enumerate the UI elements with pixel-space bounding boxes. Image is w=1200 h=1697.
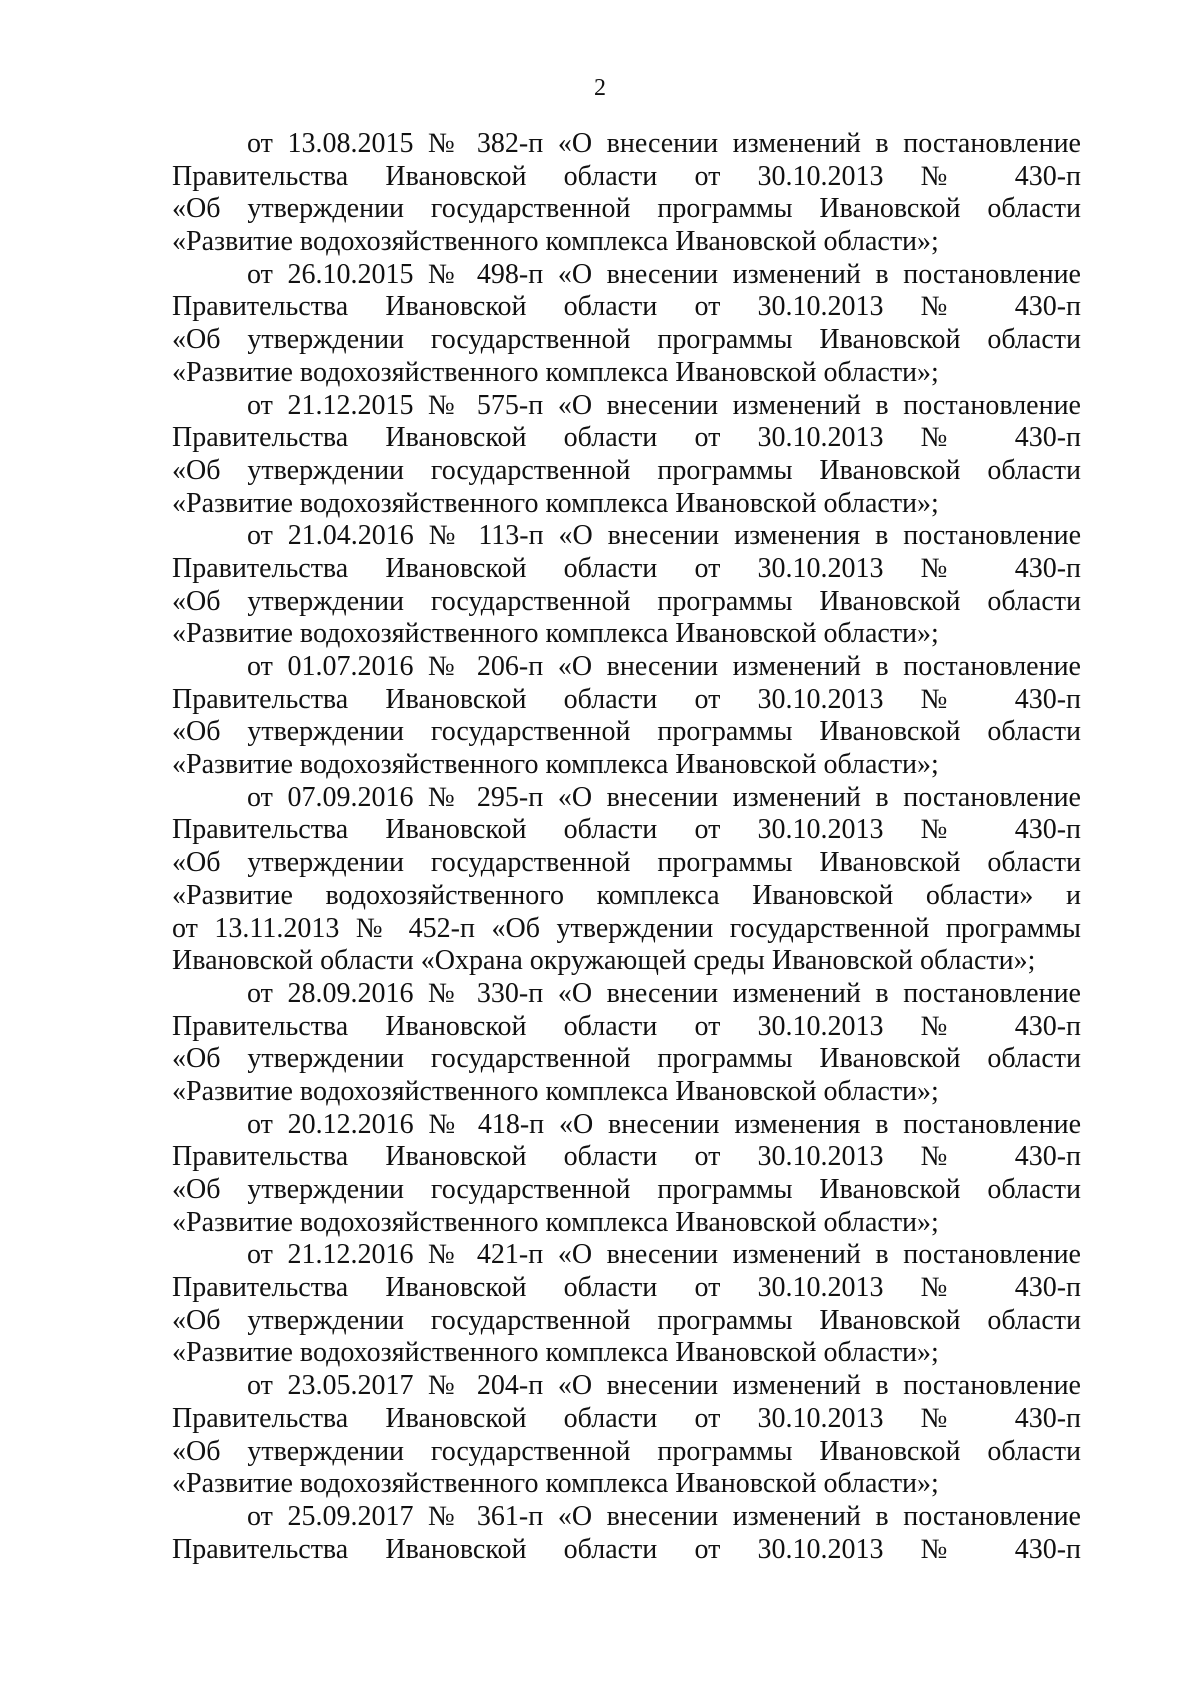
paragraph	[172, 1109, 1081, 1240]
page-number: 2	[594, 75, 606, 101]
text-line: от 23.05.2017 № 204-п «О внесении изменений в постановление	[247, 1370, 1081, 1402]
text-line: Правительства Ивановской области от 30.10.2013 № 430-п	[172, 1533, 1081, 1565]
text-line: Правительства Ивановской области от 30.10.2013 № 430-п	[172, 422, 1081, 454]
text-line: «Развитие водохозяйственного комплекса Ивановской области»;	[172, 356, 939, 388]
text-line: Правительства Ивановской области от 30.10.2013 № 430-п	[172, 814, 1081, 846]
paragraph	[172, 1501, 1081, 1566]
text-line: от 13.08.2015 № 382-п «О внесении изменений в постановление	[247, 128, 1081, 159]
text-line: от 07.09.2016 № 295-п «О внесении изменений в постановление	[247, 781, 1081, 813]
text-line: «Об утверждении государственной программы Ивановской области	[172, 585, 1081, 617]
text-line: Правительства Ивановской области от 30.10.2013 № 430-п	[172, 552, 1081, 584]
body-text	[172, 128, 1081, 1566]
text-line: «Об утверждении государственной программы Ивановской области	[172, 716, 1081, 748]
text-line: от 28.09.2016 № 330-п «О внесении изменений в постановление	[247, 977, 1081, 1009]
text-line: «Развитие водохозяйственного комплекса Ивановской области»;	[172, 749, 939, 781]
text-line: «Развитие водохозяйственного комплекса Ивановской области»;	[172, 487, 939, 519]
text-line: Правительства Ивановской области от 30.10.2013 № 430-п	[172, 1010, 1081, 1042]
paragraph	[172, 782, 1081, 978]
text-line: «Развитие водохозяйственного комплекса Ивановской области»;	[172, 1468, 939, 1500]
text-line: от 21.04.2016 № 113-п «О внесении изменения в постановление	[247, 520, 1081, 552]
text-line: «Об утверждении государственной программы Ивановской области	[172, 324, 1081, 356]
text-line: «Об утверждении государственной программы Ивановской области	[172, 193, 1081, 225]
text-line: «Об утверждении государственной программы Ивановской области	[172, 1304, 1081, 1336]
text-line: «Об утверждении государственной программы Ивановской области	[172, 847, 1081, 879]
text-line: «Об утверждении государственной программы Ивановской области	[172, 454, 1081, 486]
text-line: «Об утверждении государственной программы Ивановской области	[172, 1435, 1081, 1467]
text-line: «Развитие водохозяйственного комплекса Ивановской области»;	[172, 1206, 939, 1238]
paragraph	[172, 259, 1081, 390]
text-line: Правительства Ивановской области от 30.10.2013 № 430-п	[172, 160, 1081, 192]
text-line: от 21.12.2016 № 421-п «О внесении изменений в постановление	[247, 1239, 1081, 1271]
text-line: от 13.11.2013 № 452-п «Об утверждении государственной программы	[172, 912, 1081, 944]
text-line: «Развитие водохозяйственного комплекса Ивановской области»;	[172, 1337, 939, 1369]
text-line: «Об утверждении государственной программы Ивановской области	[172, 1043, 1081, 1075]
paragraph	[172, 128, 1081, 259]
text-line: «Развитие водохозяйственного комплекса Ивановской области»;	[172, 618, 939, 650]
text-line: от 01.07.2016 № 206-п «О внесении изменений в постановление	[247, 651, 1081, 682]
text-line: Правительства Ивановской области от 30.10.2013 № 430-п	[172, 1141, 1081, 1173]
text-line: от 20.12.2016 № 418-п «О внесении изменения в постановление	[247, 1108, 1081, 1140]
text-line: от 26.10.2015 № 498-п «О внесении изменений в постановление	[247, 258, 1081, 290]
paragraph	[172, 651, 1081, 782]
paragraph	[172, 1370, 1081, 1501]
paragraph	[172, 390, 1081, 521]
text-line: «Развитие водохозяйственного комплекса Ивановской области»;	[172, 226, 939, 258]
paragraph	[172, 978, 1081, 1109]
text-line: Правительства Ивановской области от 30.10.2013 № 430-п	[172, 1272, 1081, 1304]
text-line: Правительства Ивановской области от 30.10.2013 № 430-п	[172, 291, 1081, 323]
text-line: «Развитие водохозяйственного комплекса Ивановской области» и	[172, 879, 1081, 911]
paragraph-list	[172, 128, 1081, 1566]
text-line: от 25.09.2017 № 361-п «О внесении изменений в постановление	[247, 1500, 1081, 1532]
text-line: от 21.12.2015 № 575-п «О внесении изменений в постановление	[247, 389, 1081, 421]
text-line: «Об утверждении государственной программы Ивановской области	[172, 1174, 1081, 1205]
paragraph	[172, 1239, 1081, 1370]
text-line: Ивановской области «Охрана окружающей среды Ивановской области»;	[172, 945, 1036, 977]
text-line: Правительства Ивановской области от 30.10.2013 № 430-п	[172, 683, 1081, 715]
text-line: «Развитие водохозяйственного комплекса Ивановской области»;	[172, 1075, 939, 1107]
paragraph	[172, 520, 1081, 651]
text-line: Правительства Ивановской области от 30.10.2013 № 430-п	[172, 1402, 1081, 1434]
